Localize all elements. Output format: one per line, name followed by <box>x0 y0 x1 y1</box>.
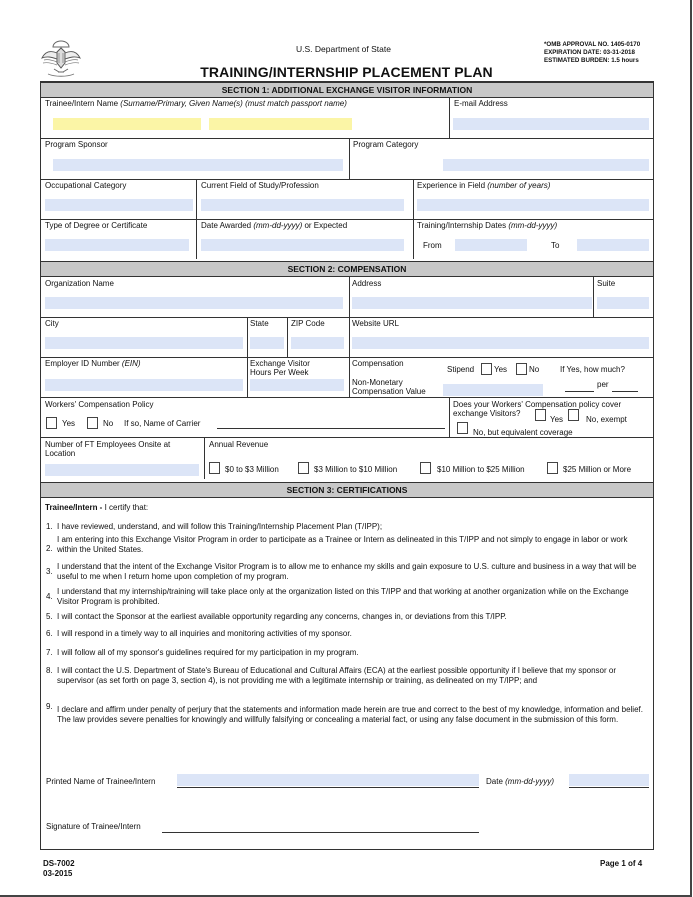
cover-exempt-checkbox[interactable] <box>568 409 579 421</box>
cert-item-4: 4. I understand that my internship/training will take place only at the organization listed on this T/IPP and that working at another organization while on the Exchange Visitor Program is prohibited. <box>46 587 629 606</box>
city-field[interactable] <box>45 337 243 349</box>
stipend-label: Stipend <box>447 365 475 374</box>
ein-field[interactable] <box>45 379 243 391</box>
annual-revenue-label: Annual Revenue <box>209 440 269 449</box>
certify-intro: Trainee/Intern - I certify that: <box>45 503 149 512</box>
signature-field[interactable] <box>162 832 479 833</box>
cert-item-7: 7. I will follow all of my sponsor's guidelines required for my participation in my program. <box>46 648 359 657</box>
website-field[interactable] <box>352 337 649 349</box>
compensation-label: Compensation <box>352 359 404 368</box>
ein-label: Employer ID Number (EIN) <box>45 359 141 368</box>
occupational-category-label: Occupational Category <box>45 181 127 190</box>
cover-yes-checkbox[interactable] <box>535 409 546 421</box>
program-category-label: Program Category <box>353 140 419 149</box>
carrier-field[interactable] <box>217 428 445 429</box>
program-sponsor-label: Program Sponsor <box>45 140 108 149</box>
workers-comp-label: Workers' Compensation Policy <box>45 400 154 409</box>
printed-name-field[interactable] <box>177 774 479 786</box>
amount-field[interactable] <box>565 391 594 392</box>
revenue-4-label: $25 Million or More <box>563 465 632 474</box>
organization-name-field[interactable] <box>45 297 343 309</box>
section2-heading: SECTION 2: COMPENSATION <box>41 261 653 277</box>
training-dates-label: Training/Internship Dates (mm-dd-yyyy) <box>417 221 558 230</box>
revenue-2-label: $3 Million to $10 Million <box>314 465 398 474</box>
field-of-study-field[interactable] <box>201 199 404 211</box>
city-label: City <box>45 319 59 328</box>
workers-comp-no-checkbox[interactable] <box>87 417 98 429</box>
per-label: per <box>597 380 609 389</box>
from-date-field[interactable] <box>455 239 527 251</box>
revenue-3-label: $10 Million to $25 Million <box>437 465 525 474</box>
website-label: Website URL <box>352 319 399 328</box>
estimated-burden: ESTIMATED BURDEN: 1.5 hours <box>544 57 639 64</box>
signature-label: Signature of Trainee/Intern <box>46 822 141 831</box>
omb-info <box>544 41 640 65</box>
cover-question-label: Does your Workers' Compensation policy cover exchange Visitors? <box>453 400 622 418</box>
program-sponsor-field[interactable] <box>53 159 343 171</box>
stipend-yes-checkbox[interactable] <box>481 363 492 375</box>
stipend-yes-label: Yes <box>494 365 508 374</box>
department-name: U.S. Department of State <box>296 44 391 54</box>
occupational-category-field[interactable] <box>45 199 193 211</box>
experience-field[interactable] <box>417 199 649 211</box>
nonmonetary-field[interactable] <box>443 384 543 396</box>
date-awarded-label: Date Awarded (mm-dd-yyyy) or Expected <box>201 221 348 230</box>
state-field[interactable] <box>250 337 284 349</box>
section1-heading: SECTION 1: ADDITIONAL EXCHANGE VISITOR INFORMATION <box>41 82 653 98</box>
hours-label: Exchange Visitor Hours Per Week <box>250 359 310 377</box>
revenue-4-checkbox[interactable] <box>547 462 558 474</box>
cover-yes-label: Yes <box>550 415 564 424</box>
address-field[interactable] <box>352 297 592 309</box>
cover-equivalent-checkbox[interactable] <box>457 422 468 434</box>
ft-employees-field[interactable] <box>45 464 199 476</box>
hours-field[interactable] <box>250 379 344 391</box>
cover-exempt-label: No, exempt <box>586 415 627 424</box>
section3-heading: SECTION 3: CERTIFICATIONS <box>41 482 653 498</box>
date-label: Date (mm-dd-yyyy) <box>486 777 555 786</box>
to-date-field[interactable] <box>577 239 649 251</box>
suite-field[interactable] <box>597 297 649 309</box>
email-label: E-mail Address <box>454 99 508 108</box>
stipend-no-checkbox[interactable] <box>516 363 527 375</box>
nonmonetary-label: Non-Monetary Compensation Value <box>352 378 426 396</box>
workers-comp-yes-label: Yes <box>62 419 76 428</box>
suite-label: Suite <box>597 279 616 288</box>
cert-item-9: 9. I declare and affirm under penalty of perjury that the statements and information made herein are true and correct to the best of my knowledge, information and belief. The law provides severe penalties for knowingly and willfully falsifying or concealing a material fact, or using any false document in the submission of this form. <box>46 702 643 724</box>
surname-field[interactable] <box>53 118 201 130</box>
form-body <box>40 81 654 850</box>
zip-label: ZIP Code <box>291 319 325 328</box>
revenue-1-label: $0 to $3 Million <box>225 465 279 474</box>
cert-item-5: 5. I will contact the Sponsor at the earliest available opportunity regarding any concerns, changes in, or deviations from this T/IPP. <box>46 612 507 621</box>
omb-approval: *OMB APPROVAL NO. 1405-0170 <box>544 41 641 48</box>
carrier-label: If so, Name of Carrier <box>124 419 201 428</box>
page-number: Page 1 of 4 <box>600 859 643 868</box>
field-of-study-label: Current Field of Study/Profession <box>201 181 319 190</box>
email-field[interactable] <box>453 118 649 130</box>
given-name-field[interactable] <box>209 118 352 130</box>
state-label: State <box>250 319 269 328</box>
address-label: Address <box>352 279 382 288</box>
ft-employees-label: Number of FT Employees Onsite at Location <box>45 440 171 458</box>
cert-item-6: 6. I will respond in a timely way to all inquiries and monitoring activities of my sponsor. <box>46 629 352 638</box>
printed-name-label: Printed Name of Trainee/Intern <box>46 777 156 786</box>
from-label: From <box>423 241 442 250</box>
experience-label: Experience in Field (number of years) <box>417 181 551 190</box>
cert-item-3: 3. I understand that the intent of the Exchange Visitor Program is to allow me to enhance my skills and gain exposure to U.S. culture and business in a way that will be useful to me when I return home upon completion of my program. <box>46 562 637 581</box>
degree-label: Type of Degree or Certificate <box>45 221 148 230</box>
how-much-label: If Yes, how much? <box>560 365 625 374</box>
cert-item-8: 8. I will contact the U.S. Department of State's Bureau of Educational and Cultural Affairs (ECA) at the earliest possible opportunity if I believe that my sponsor or supervisor (as set forth on page 3, section 4), is not providing me with a legitimate internship or training, as delineated on my T/IPP; and <box>46 666 616 685</box>
per-period-field[interactable] <box>612 391 638 392</box>
date-awarded-field[interactable] <box>201 239 404 251</box>
expiration-date: EXPIRATION DATE: 03-31-2018 <box>544 49 635 56</box>
revenue-1-checkbox[interactable] <box>209 462 220 474</box>
organization-name-label: Organization Name <box>45 279 114 288</box>
cover-equivalent-label: No, but equivalent coverage <box>473 428 573 437</box>
zip-field[interactable] <box>291 337 344 349</box>
cert-item-1: 1. I have reviewed, understand, and will follow this Training/Internship Placement Plan (T/IPP); <box>46 522 383 531</box>
to-label: To <box>551 241 560 250</box>
form-number: DS-7002 03-2015 <box>43 859 75 878</box>
workers-comp-yes-checkbox[interactable] <box>46 417 57 429</box>
workers-comp-no-label: No <box>103 419 114 428</box>
program-category-field[interactable] <box>443 159 649 171</box>
revenue-2-checkbox[interactable] <box>298 462 309 474</box>
revenue-3-checkbox[interactable] <box>420 462 431 474</box>
trainee-name-label: Trainee/Intern Name (Surname/Primary, Given Name(s) (must match passport name) <box>45 99 347 108</box>
stipend-no-label: No <box>529 365 540 374</box>
degree-field[interactable] <box>45 239 189 251</box>
form-title: TRAINING/INTERNSHIP PLACEMENT PLAN <box>200 64 493 80</box>
cert-item-2: 2. I am entering into this Exchange Visitor Program in order to participate as a Trainee or Intern as delineated in this T/IPP and not simply to engage in labor or work within the United States. <box>46 535 628 554</box>
date-field[interactable] <box>569 774 649 786</box>
